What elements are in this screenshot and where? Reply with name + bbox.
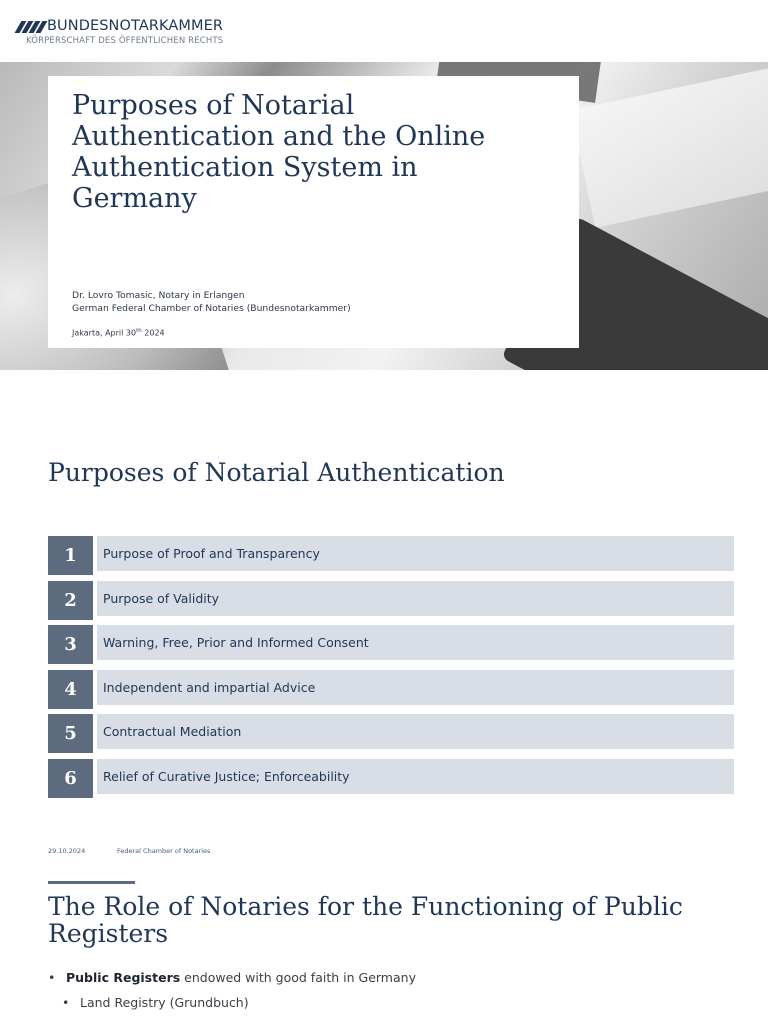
item-label: Purpose of Validity	[97, 581, 734, 616]
item-label: Purpose of Proof and Transparency	[97, 536, 734, 571]
item-number: 4	[48, 670, 93, 709]
slide1-title: Purposes of Notarial Authentication	[48, 458, 505, 487]
footer-organization: Federal Chamber of Notaries	[117, 847, 211, 855]
bullet-public-registers: • Public Registers endowed with good faith in Germany	[66, 970, 416, 985]
item-label: Relief of Curative Justice; Enforceability	[97, 759, 734, 794]
cover-title: Purposes of Notarial Authentication and the Online Authentication System in Germany	[72, 90, 486, 214]
item-number: 6	[48, 759, 93, 798]
list-item	[48, 625, 734, 664]
item-number: 1	[48, 536, 93, 575]
bullet-land-registry: • Land Registry (Grundbuch)	[80, 995, 249, 1010]
item-number: 2	[48, 581, 93, 620]
cover-title-card	[48, 76, 579, 348]
item-label: Contractual Mediation	[97, 714, 734, 749]
slide2-title: The Role of Notaries for the Functioning of Public Registers	[48, 892, 683, 948]
item-label: Independent and impartial Advice	[97, 670, 734, 705]
item-number: 3	[48, 625, 93, 664]
list-item	[48, 581, 734, 620]
logo-subtitle: KÖRPERSCHAFT DES ÖFFENTLICHEN RECHTS	[26, 36, 224, 46]
section-divider	[48, 881, 135, 884]
author-line-1: Dr. Lovro Tomasic, Notary in Erlangen	[72, 290, 245, 301]
list-item	[48, 714, 734, 753]
list-item	[48, 536, 734, 575]
author-line-2: German Federal Chamber of Notaries (Bundesnotarkammer)	[72, 303, 351, 314]
logo-name: BUNDESNOTARKAMMER	[47, 18, 224, 34]
purposes-list	[48, 536, 734, 804]
list-item	[48, 759, 734, 798]
logo-stripes-icon	[16, 21, 44, 33]
cover-author	[72, 289, 351, 315]
cover-date: Jakarta, April 30th 2024	[72, 328, 165, 338]
item-label: Warning, Free, Prior and Informed Consent	[97, 625, 734, 660]
footer-date: 29.10.2024	[48, 847, 86, 855]
item-number: 5	[48, 714, 93, 753]
list-item	[48, 670, 734, 709]
